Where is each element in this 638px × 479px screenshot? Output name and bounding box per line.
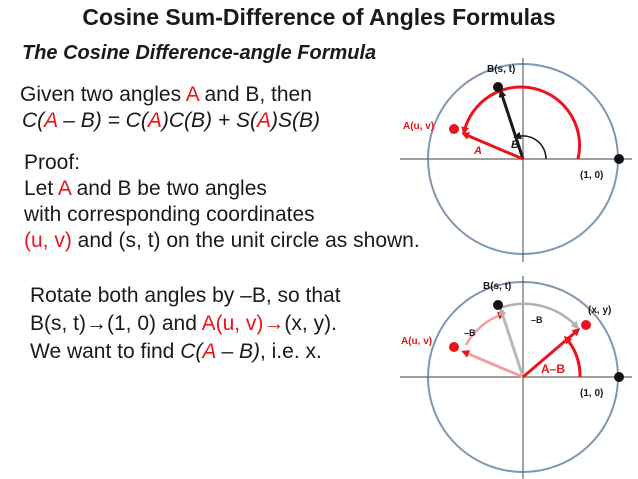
given-text: Given two angles bbox=[20, 83, 186, 106]
proof-text: and (s, t) on the unit circle as shown. bbox=[71, 229, 420, 252]
point-a-2 bbox=[449, 342, 459, 352]
diagram-2 bbox=[400, 276, 632, 479]
formula-part: )C(B) + S( bbox=[161, 109, 257, 132]
angle-a-label-1: A bbox=[474, 145, 482, 157]
rotate-formula: C( bbox=[180, 340, 203, 363]
rotate-text: We want to find bbox=[30, 340, 181, 363]
proof-heading: Proof: bbox=[24, 151, 81, 174]
formula-angle-a: A bbox=[256, 109, 271, 132]
rotate-line-1: Rotate both angles by –B, so that bbox=[30, 284, 341, 307]
rotate-a-mapping: A(u, v)→ bbox=[201, 312, 285, 335]
rotate-text: (x, y). bbox=[284, 312, 337, 335]
point-one-zero-label-2: (1, 0) bbox=[580, 388, 604, 399]
point-one-zero-label-1: (1, 0) bbox=[580, 170, 604, 181]
point-one-zero-2 bbox=[614, 372, 624, 382]
angle-a-minus-b-arc bbox=[566, 338, 580, 377]
point-a-1 bbox=[449, 124, 459, 134]
angle-a-label: A bbox=[57, 177, 71, 200]
angle-a-label: A bbox=[202, 340, 216, 363]
formula-angle-a: A bbox=[147, 109, 162, 132]
given-text-end: and B, then bbox=[198, 83, 312, 106]
angle-a-label: A bbox=[185, 83, 199, 106]
section-subtitle: The Cosine Difference-angle Formula bbox=[22, 42, 377, 64]
angle-b-label-1: B bbox=[511, 139, 519, 151]
formula-angle-a: A bbox=[44, 109, 58, 132]
diagram-1 bbox=[400, 58, 632, 262]
vector-a-2 bbox=[464, 352, 523, 377]
page-title: Cosine Sum-Difference of Angles Formulas bbox=[82, 4, 556, 30]
point-xy-label: (x, y) bbox=[588, 305, 612, 316]
vector-b-2 bbox=[501, 310, 523, 377]
point-b-label-2: B(s, t) bbox=[483, 281, 512, 292]
coordinates-uv: (u, v) bbox=[24, 229, 72, 252]
point-one-zero-1 bbox=[614, 154, 624, 164]
point-a-label-1: A(u, v) bbox=[403, 121, 435, 132]
neg-b-label-large: –B bbox=[464, 328, 476, 338]
point-b-1 bbox=[493, 82, 503, 92]
point-xy bbox=[581, 320, 591, 330]
point-a-label-2: A(u, v) bbox=[401, 336, 433, 347]
rotate-text: B(s, t)→(1, 0) and bbox=[30, 312, 202, 335]
proof-text: and B be two angles bbox=[70, 177, 267, 200]
point-b-2 bbox=[493, 300, 503, 310]
rotate-formula: – B) bbox=[215, 340, 260, 363]
formula-part: – B) = C( bbox=[57, 109, 148, 132]
formula-part: )S(B) bbox=[270, 109, 320, 132]
proof-line-3: with corresponding coordinates bbox=[24, 203, 315, 226]
formula-part: C( bbox=[22, 109, 45, 132]
neg-b-label-small: –B bbox=[531, 315, 543, 325]
angle-a-minus-b-label: A–B bbox=[541, 362, 566, 376]
proof-text: Let bbox=[24, 177, 58, 200]
rotate-text: , i.e. x. bbox=[259, 340, 322, 363]
point-b-label-1: B(s, t) bbox=[487, 64, 516, 75]
